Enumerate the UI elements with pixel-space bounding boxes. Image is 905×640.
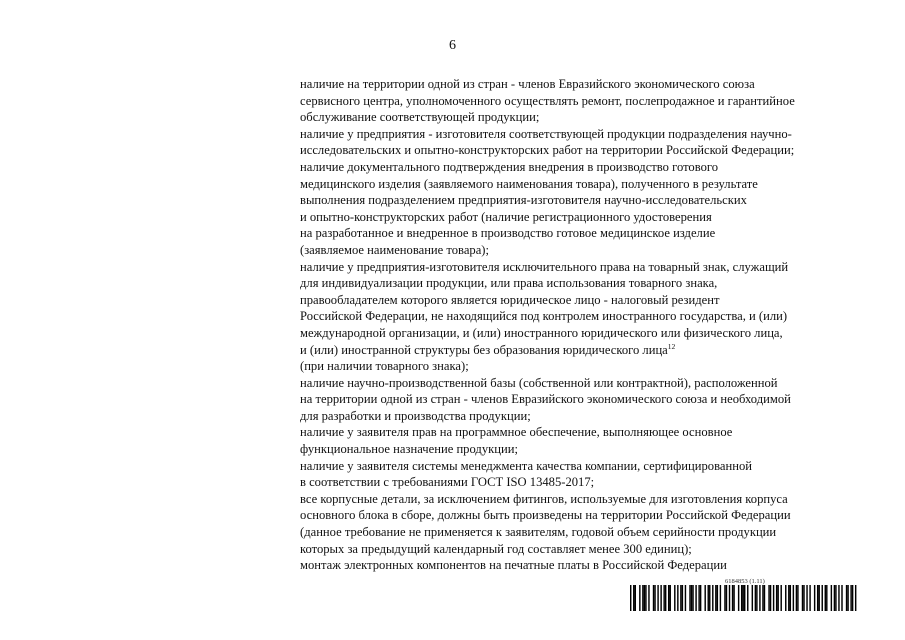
- text-line-content: обслуживание соответствующей продукции;: [300, 110, 540, 125]
- barcode-bar: [685, 585, 686, 611]
- barcode-bar: [660, 585, 661, 611]
- barcode-bar: [818, 585, 819, 611]
- barcode-bar: [797, 585, 798, 611]
- barcode-bar: [654, 585, 655, 611]
- barcode: [630, 585, 858, 611]
- barcode-bar: [726, 585, 727, 611]
- text-line-content: наличие на территории одной из стран - членов Евразийского экономического союза: [300, 77, 755, 91]
- barcode-bar: [802, 585, 803, 611]
- barcode-bar: [855, 585, 856, 611]
- text-line-content: функциональное назначение продукции;: [300, 442, 518, 457]
- text-line: [300, 325, 860, 342]
- barcode-bar: [692, 585, 693, 611]
- text-line: [300, 391, 860, 408]
- barcode-bar: [814, 585, 815, 611]
- text-line-content: все корпусные детали, за исключением фитингов, используемые для изготовления корпуса: [300, 491, 788, 506]
- text-line-content: сервисного центра, уполномоченного осуществлять ремонт, послепродажное и гарантийное: [300, 93, 795, 108]
- barcode-bar: [738, 585, 739, 611]
- barcode-bar: [777, 585, 778, 611]
- text-line: [300, 408, 860, 425]
- text-line-content: выполнения подразделением предприятия-изготовителя научно-исследовательских: [300, 193, 747, 208]
- text-line-content: медицинского изделия (заявляемого наименования товара), полученного в результате: [300, 176, 758, 191]
- text-line-content: (данное требование не применяется к заявителям, годовой объем серийности продукции: [300, 525, 777, 540]
- barcode-bar: [709, 585, 710, 611]
- text-line: [300, 126, 860, 143]
- text-line: [300, 142, 860, 159]
- barcode-bar: [720, 585, 721, 611]
- barcode-bar: [806, 585, 807, 611]
- text-line-content: монтаж электронных компонентов на печатные платы в Российской Федерации: [300, 558, 727, 573]
- barcode-bar: [759, 585, 760, 611]
- barcode-bar: [847, 585, 848, 611]
- barcode-bar: [785, 585, 786, 611]
- barcode-bar: [762, 585, 763, 611]
- barcode-bar: [826, 585, 827, 611]
- barcode-bar: [747, 585, 748, 611]
- text-line: [300, 491, 860, 508]
- text-line-content: которых за предыдущий календарный год составляет менее 300 единиц);: [300, 541, 692, 556]
- barcode-bar: [773, 585, 774, 611]
- text-line-content: для индивидуализации продукции, или права использования товарного знака,: [300, 276, 718, 291]
- text-line-content: на разработанное и внедренное в производство готовое медицинское изделие: [300, 226, 716, 241]
- barcode-bar: [639, 585, 640, 611]
- barcode-bar: [733, 585, 734, 611]
- barcode-bar: [644, 585, 645, 611]
- barcode-bar: [689, 585, 690, 611]
- barcode-bar: [841, 585, 842, 611]
- barcode-bar: [712, 585, 713, 611]
- barcode-bar: [835, 585, 836, 611]
- barcode-bar: [776, 585, 777, 611]
- barcode-bar: [756, 585, 757, 611]
- barcode-bar: [838, 585, 839, 611]
- barcode-bar: [846, 585, 847, 611]
- barcode-bar: [793, 585, 794, 611]
- text-line-content: в соответствии с требованиями ГОСТ ISO 13485-2017;: [300, 475, 595, 490]
- barcode-bar: [790, 585, 791, 611]
- barcode-bar: [657, 585, 658, 611]
- text-line: [300, 541, 860, 558]
- document-body: [300, 76, 860, 574]
- barcode-bar: [682, 585, 683, 611]
- barcode-bar: [674, 585, 675, 611]
- text-line: [300, 308, 860, 325]
- text-line: [300, 93, 860, 110]
- text-line-content: наличие у заявителя системы менеджмента качества компании, сертифицированной: [300, 458, 752, 473]
- barcode-bar: [700, 585, 701, 611]
- text-line-content: наличие у предприятия - изготовителя соответствующей продукции подразделения научно-: [300, 126, 792, 141]
- text-line: [300, 424, 860, 441]
- text-line-content: основного блока в сборе, должны быть произведены на территории Российской Федерации: [300, 508, 791, 523]
- text-line: [300, 275, 860, 292]
- barcode-bar: [635, 585, 636, 611]
- barcode-bar: [695, 585, 696, 611]
- text-line: [300, 109, 860, 126]
- text-line: [300, 259, 860, 276]
- text-line-content: на территории одной из стран - членов Евразийского экономического союза и необходимой: [300, 392, 791, 407]
- barcode-bar: [742, 585, 743, 611]
- text-line-content: наличие у предприятия-изготовителя исключительного права на товарный знак, служащий: [300, 259, 789, 274]
- barcode-bar: [817, 585, 818, 611]
- text-line-content: международной организации, и (или) иностранного юридического или физического лица,: [300, 325, 783, 340]
- text-line: [300, 242, 860, 259]
- barcode-bar: [691, 585, 692, 611]
- barcode-bar: [648, 585, 649, 611]
- barcode-bar: [677, 585, 678, 611]
- text-line: [300, 159, 860, 176]
- text-line: [300, 524, 860, 541]
- barcode-bar: [831, 585, 832, 611]
- barcode-bar: [834, 585, 835, 611]
- barcode-bar: [680, 585, 681, 611]
- text-line: [300, 76, 860, 93]
- text-line: [300, 458, 860, 475]
- text-line: [300, 441, 860, 458]
- text-line-content: наличие научно-производственной базы (собственной или контрактной), расположенной: [300, 375, 778, 390]
- barcode-bar: [850, 585, 851, 611]
- text-line: [300, 209, 860, 226]
- barcode-bar: [630, 585, 631, 611]
- page-number: 6: [449, 38, 456, 53]
- barcode-bar: [708, 585, 709, 611]
- barcode-bar: [780, 585, 781, 611]
- text-line: [300, 557, 860, 574]
- footnote-reference: 12: [667, 341, 676, 351]
- barcode-bar: [741, 585, 742, 611]
- text-line-content: и опытно-конструкторских работ (наличие регистрационного удостоверения: [300, 209, 712, 224]
- text-line: [300, 358, 860, 375]
- text-line-content: (при наличии товарного знака);: [300, 359, 469, 374]
- text-line: [300, 474, 860, 491]
- barcode-bar: [764, 585, 765, 611]
- barcode-bar: [768, 585, 769, 611]
- barcode-bar: [698, 585, 699, 611]
- barcode-bar: [788, 585, 789, 611]
- barcode-bar: [715, 585, 716, 611]
- barcode-bar: [803, 585, 804, 611]
- barcode-bar: [796, 585, 797, 611]
- barcode-bar: [633, 585, 634, 611]
- text-line-content: наличие документального подтверждения внедрения в производство готового: [300, 159, 719, 174]
- barcode-bar: [642, 585, 643, 611]
- text-line-content: исследовательских и опытно-конструкторских работ на территории Российской Федерации;: [300, 143, 795, 158]
- barcode-bar: [653, 585, 654, 611]
- barcode-bar: [744, 585, 745, 611]
- text-line: [300, 375, 860, 392]
- barcode-bar: [822, 585, 823, 611]
- text-line: [300, 292, 860, 309]
- text-line-content: (заявляемое наименование товара);: [300, 242, 489, 257]
- barcode-id-text: 6184853 (1.11): [725, 578, 765, 585]
- barcode-bar: [665, 585, 666, 611]
- text-line-content: правообладателем которого является юридическое лицо - налоговый резидент: [300, 292, 720, 307]
- text-line-content: и (или) иностранной структуры без образования юридического лица: [300, 342, 668, 357]
- text-line: [300, 507, 860, 524]
- barcode-bar: [729, 585, 730, 611]
- text-line: [300, 342, 860, 359]
- barcode-bar: [663, 585, 664, 611]
- barcode-bar: [770, 585, 771, 611]
- barcode-bar: [825, 585, 826, 611]
- text-line-content: для разработки и производства продукции;: [300, 408, 531, 423]
- text-line-content: наличие у заявителя прав на программное обеспечение, выполняющее основное: [300, 425, 733, 440]
- barcode-bar: [732, 585, 733, 611]
- barcode-bar: [704, 585, 705, 611]
- barcode-bar: [755, 585, 756, 611]
- text-line-content: Российской Федерации, не находящийся под контролем иностранного государства, и (или): [300, 309, 788, 324]
- barcode-bar: [645, 585, 646, 611]
- text-line: [300, 192, 860, 209]
- text-line: [300, 225, 860, 242]
- text-line: [300, 176, 860, 193]
- barcode-bar: [752, 585, 753, 611]
- barcode-bar: [670, 585, 671, 611]
- barcode-bar: [809, 585, 810, 611]
- barcode-bar: [668, 585, 669, 611]
- barcode-bar: [717, 585, 718, 611]
- barcode-bar: [852, 585, 853, 611]
- barcode-bar: [724, 585, 725, 611]
